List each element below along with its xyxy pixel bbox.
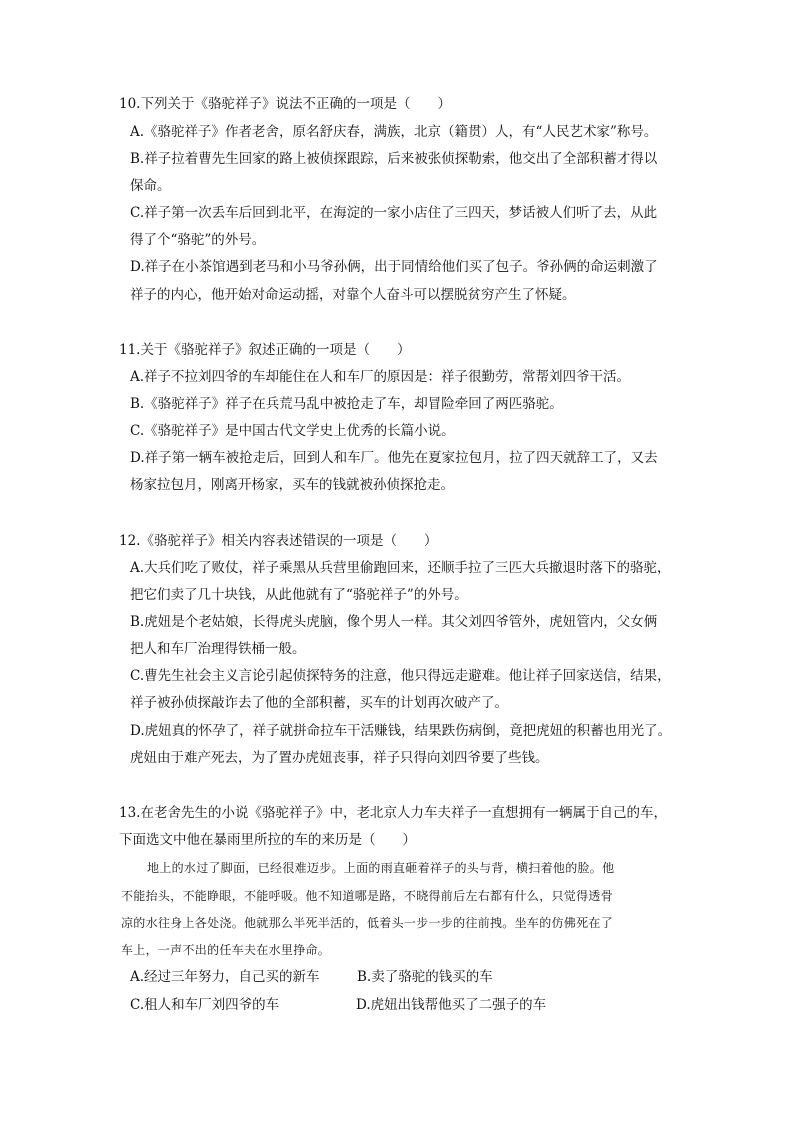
option-c: C.曹先生社会主义言论引起侦探特务的注意，他只得远走避难。他让祥子回家送信，结果，	[130, 668, 671, 684]
question-stem-continued: 下面选文中他在暴雨里所拉的车的来历是（ ）	[119, 832, 416, 848]
question-stem: 10.下列关于《骆驼祥子》说法不正确的一项是（ ）	[119, 96, 451, 112]
question-stem: 12.《骆驼祥子》相关内容表述错误的一项是（ ）	[119, 533, 438, 549]
option-c-continued: 得了个“骆驼”的外号。	[130, 232, 266, 248]
option-a-continued: 把它们卖了几十块钱，从此他就有了“骆驼祥子”的外号。	[130, 587, 468, 603]
option-b: B.祥子拉着曹先生回家的路上被侦探跟踪，后来被张侦探勒索，他交出了全部积蓄才得以	[130, 151, 658, 167]
option-a: A.《骆驼祥子》作者老舍，原名舒庆春，满族，北京（籍贯）人，有“人民艺术家”称号。	[130, 124, 658, 140]
passage-line: 不能抬头，不能睁眼，不能呼吸。他不知道哪是路，不晓得前后左右都有什么，只觉得透骨	[121, 889, 614, 903]
option-d: D.虎妞出钱帮他买了二强子的车	[356, 997, 547, 1013]
question-stem: 11.关于《骆驼祥子》叙述正确的一项是（ ）	[119, 342, 411, 358]
passage-line: 凉的水往身上各处浇。他就那么半死半活的，低着头一步一步的往前拽。坐车的仿佛死在了	[121, 916, 614, 930]
option-c: C.租人和车厂刘四爷的车	[130, 997, 280, 1013]
option-c: C.《骆驼祥子》是中国古代文学史上优秀的长篇小说。	[130, 423, 455, 439]
option-d-continued: 虎妞由于难产死去，为了置办虎妞丧事，祥子只得向刘四爷要了些钱。	[130, 750, 549, 766]
option-d: D.祥子在小茶馆遇到老马和小马爷孙俩，出于同情给他们买了包子。爷孙俩的命运刺激了	[130, 259, 658, 275]
option-c: C.祥子第一次丢车后回到北平，在海淀的一家小店住了三四天，梦话被人们听了去，从此	[130, 205, 658, 221]
option-b: B.《骆驼祥子》祥子在兵荒马乱中被抢走了车，却冒险牵回了两匹骆驼。	[130, 396, 563, 412]
option-b-continued: 把人和车厂治理得铁桶一般。	[130, 641, 306, 657]
option-a: A.祥子不拉刘四爷的车却能住在人和车厂的原因是：祥子很勤劳，常帮刘四爷干活。	[130, 369, 631, 385]
option-d-continued: 杨家拉包月，刚离开杨家，买车的钱就被孙侦探抢走。	[130, 477, 454, 493]
passage-line: 地上的水过了脚面，已经很难迈步。上面的雨直砸着祥子的头与背，横扫着他的脸。他	[147, 861, 615, 875]
passage-line: 车上，一声不出的任车夫在水里挣命。	[121, 943, 331, 957]
question-stem: 13.在老舍先生的小说《骆驼祥子》中，老北京人力车夫祥子一直想拥有一辆属于自己的车，	[119, 805, 667, 821]
option-b: B.卖了骆驼的钱买的车	[357, 969, 493, 985]
option-a: A.经过三年努力，自己买的新车	[130, 969, 320, 985]
option-d: D.祥子第一辆车被抢走后，回到人和车厂。他先在夏家拉包月，拉了四天就辞工了，又去	[130, 450, 658, 466]
option-c-continued: 祥子被孙侦探敲诈去了他的全部积蓄，买车的计划再次破产了。	[130, 695, 508, 711]
option-d-continued: 祥子的内心，他开始对命运动摇，对靠个人奋斗可以摆脱贫穷产生了怀疑。	[130, 287, 576, 303]
option-a: A.大兵们吃了败仗，祥子乘黑从兵营里偷跑回来，还顺手拉了三匹大兵撤退时落下的骆驼，	[130, 560, 671, 576]
option-b-continued: 保命。	[130, 178, 171, 194]
option-d: D.虎妞真的怀孕了，祥子就拼命拉车干活赚钱，结果跌伤病倒，竟把虎妞的积蓄也用光了。	[130, 723, 672, 739]
option-b: B.虎妞是个老姑娘，长得虎头虎脑，像个男人一样。其父刘四爷管外，虎妞管内，父女俩	[130, 614, 658, 630]
